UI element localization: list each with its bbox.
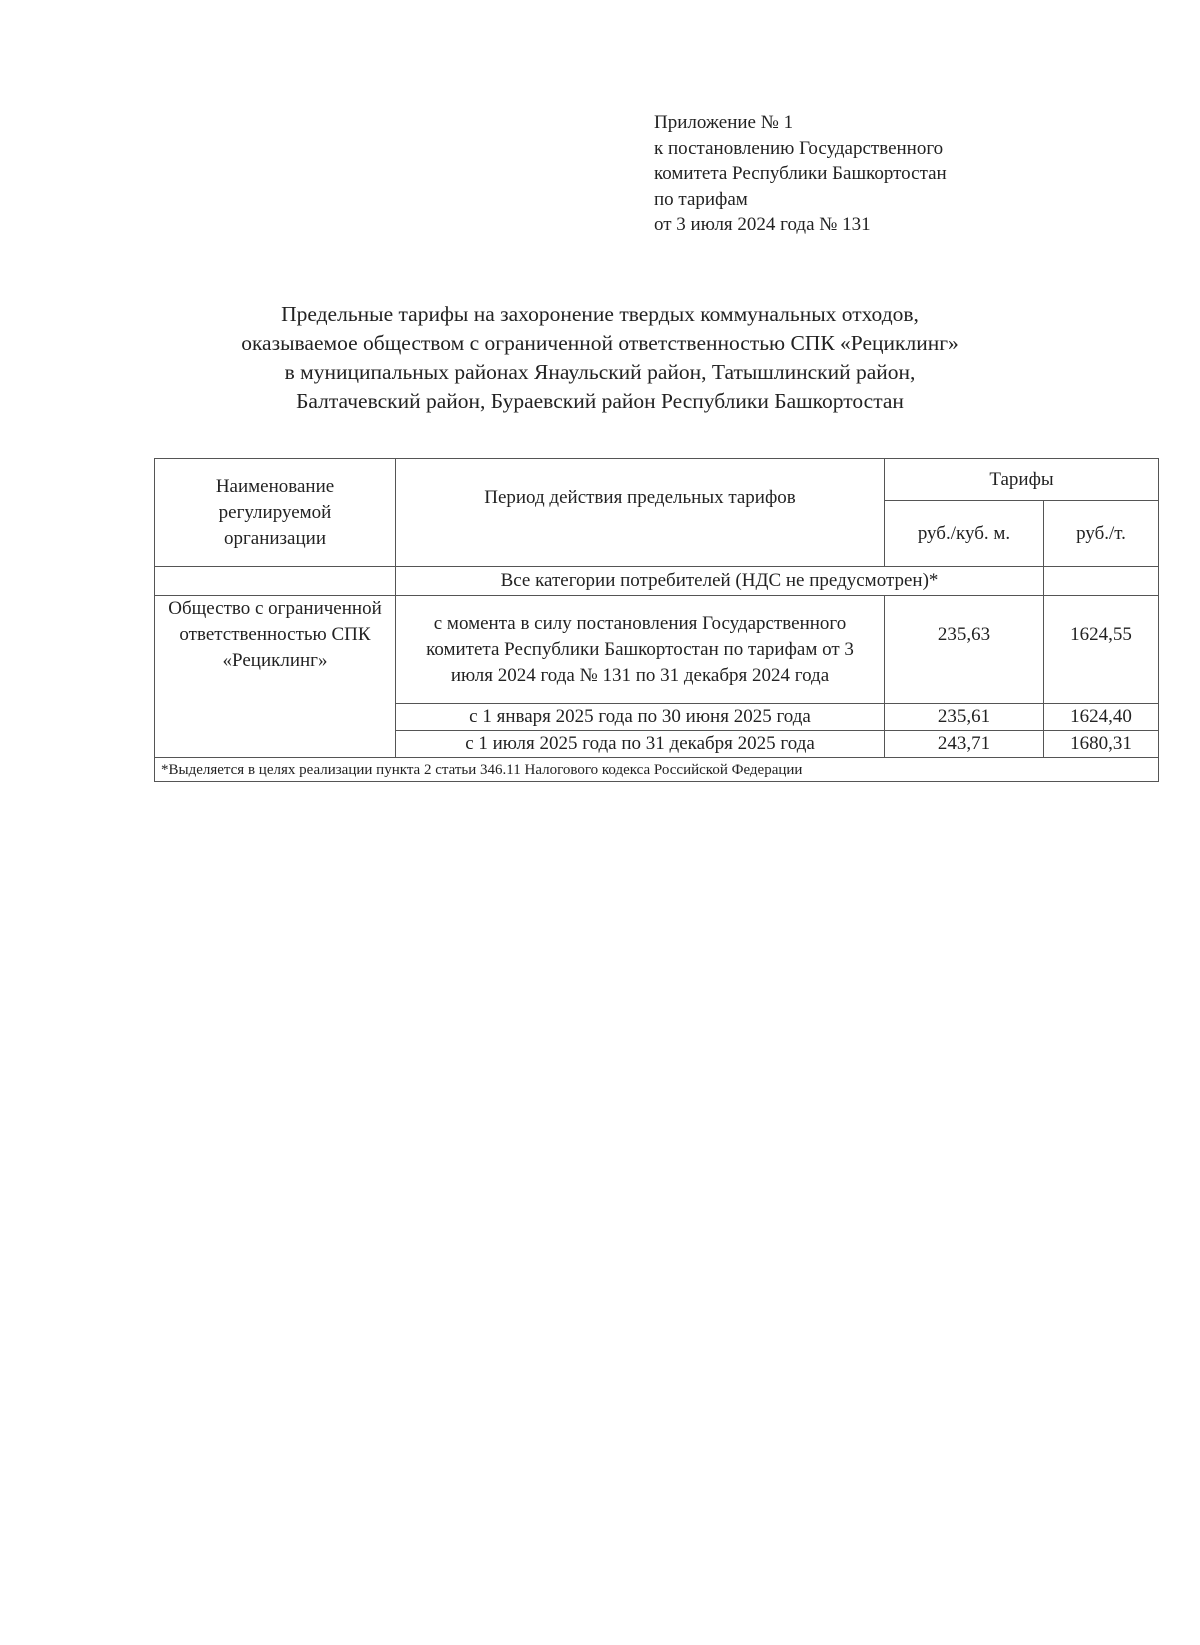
empty-cell: [1044, 567, 1159, 596]
period-cell: с 1 июля 2025 года по 31 декабря 2025 года: [396, 731, 885, 758]
header-unit-t: руб./т.: [1044, 501, 1159, 567]
appendix-line: к постановлению Государственного: [654, 137, 944, 159]
header-period: Период действия предельных тарифов: [396, 459, 885, 567]
tariff-t-cell: 1624,55: [1044, 596, 1159, 704]
appendix-line: комитета Республики Башкортостан: [654, 163, 947, 184]
appendix-line: Приложение № 1: [654, 112, 794, 133]
empty-cell: [155, 567, 396, 596]
header-unit-m3: руб./куб. м.: [885, 501, 1044, 567]
tariff-m3-cell: 235,63: [885, 596, 1044, 704]
category-label: Все категории потребителей (НДС не предусмотрен)*: [396, 567, 1044, 596]
title-line: оказываемое обществом с ограниченной ответственностью СПК «Рециклинг»: [241, 331, 959, 355]
table-row: [155, 596, 1159, 704]
appendix-line: от 3 июля 2024 года № 131: [654, 214, 871, 235]
tariff-m3-cell: 235,61: [885, 704, 1044, 731]
tariff-table: [154, 458, 1159, 782]
tariff-t-cell: 1680,31: [1044, 731, 1159, 758]
period-cell: с 1 января 2025 года по 30 июня 2025 года: [396, 704, 885, 731]
tariff-t-cell: 1624,40: [1044, 704, 1159, 731]
title-line: Предельные тарифы на захоронение твердых коммунальных отходов,: [281, 302, 919, 326]
footnote: *Выделяется в целях реализации пункта 2 статьи 346.11 Налогового кодекса Российской Федерации: [155, 758, 1159, 782]
appendix-line: по тарифам: [654, 188, 748, 210]
header-tariffs: Тарифы: [885, 459, 1159, 501]
organization-name: Общество с ограниченной ответственностью СПК «Рециклинг»: [155, 596, 396, 758]
title-line: Балтачевский район, Бураевский район Республики Башкортостан: [296, 389, 904, 413]
appendix-block: [654, 110, 947, 238]
document-title: [100, 300, 1100, 416]
period-cell: с момента в силу постановления Государственного комитета Республики Башкортостан по тарифам от 3 июля 2024 года № 131 по 31 декабря 2024 года: [396, 596, 885, 704]
title-line: в муниципальных районах Янаульский район, Татышлинский район,: [284, 360, 916, 384]
tariff-m3-cell: 243,71: [885, 731, 1044, 758]
header-org: Наименование регулируемой организации: [155, 459, 396, 567]
